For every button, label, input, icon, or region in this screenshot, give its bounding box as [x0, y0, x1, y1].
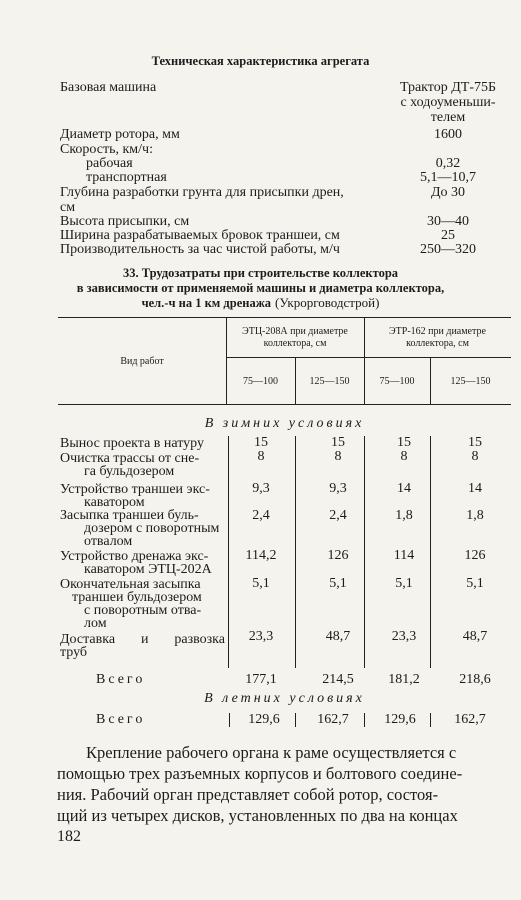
row-value: 5,1 — [252, 576, 270, 591]
spec-label-depth: Глубина разработки грунта для присыпки дрен, — [60, 185, 344, 200]
spec-label-height: Высота присыпки, см — [60, 214, 190, 229]
row-value: 15 — [397, 435, 411, 450]
row-value: 1,8 — [466, 508, 484, 523]
table-header-bottom-rule — [58, 404, 511, 405]
table-top-rule — [58, 317, 511, 318]
row-label: Доставка и развозка — [60, 632, 225, 647]
table-title-line3 — [0, 295, 521, 311]
body-paragraph-line4: щий из четырех дисков, установленных по два на концах — [57, 806, 458, 825]
summer-total-value: 129,6 — [248, 712, 280, 727]
row-label: каватором ЭТЦ-202А — [84, 562, 212, 577]
summer-conditions-label: В летних условиях — [204, 691, 365, 706]
row-label: каватором — [84, 495, 145, 510]
summer-divider-2 — [295, 713, 296, 727]
spec-base-value-2: с ходоуменьши- — [400, 95, 496, 110]
row-value: 8 — [471, 449, 479, 464]
row-value: 15 — [331, 435, 345, 450]
body-paragraph-line2: помощью трех разъемных корпусов и болтового соедине- — [57, 764, 463, 783]
page-number: 182 — [57, 828, 81, 845]
row-label: Окончательная засыпка — [60, 577, 201, 592]
spec-value-height: 30—40 — [427, 214, 469, 229]
spec-label-transport: транспортная — [86, 170, 167, 185]
row-label: траншеи бульдозером — [72, 590, 202, 605]
row-value: 5,1 — [466, 576, 484, 591]
row-label: Устройство траншеи экс- — [60, 482, 210, 497]
spec-value-transport: 5,1—10,7 — [420, 170, 476, 185]
winter-total-label: Всего — [96, 672, 146, 687]
row-label: лом — [84, 616, 107, 631]
row-value: 126 — [327, 548, 349, 563]
winter-total-value: 218,6 — [459, 672, 491, 687]
summer-divider-3 — [364, 713, 365, 727]
table-header-mid-rule — [226, 357, 511, 358]
body-paragraph-line3: ния. Рабочий орган представляет собой ротор, состоя- — [57, 785, 439, 804]
spec-value-working: 0,32 — [435, 156, 461, 171]
table-body-divider-2 — [295, 436, 296, 668]
spec-title: Техническая характеристика агрегата — [151, 54, 370, 68]
spec-value-width: 25 — [441, 228, 455, 243]
spec-label-width: Ширина разрабатываемых бровок траншеи, см — [60, 228, 340, 243]
row-value: 23,3 — [391, 629, 417, 644]
row-value: 114 — [393, 548, 415, 563]
winter-total-value: 181,2 — [388, 672, 420, 687]
header-sub-4: 125—150 — [450, 376, 491, 387]
header-sub-3: 75—100 — [379, 376, 415, 387]
body-paragraph-line1: Крепление рабочего органа к раме осуществляется с — [86, 743, 457, 762]
spec-label-speed: Скорость, км/ч: — [60, 142, 153, 157]
row-label: труб — [60, 645, 88, 660]
row-value: 126 — [464, 548, 486, 563]
summer-divider-1 — [229, 713, 230, 727]
row-value: 5,1 — [395, 576, 413, 591]
spec-label-depth-unit: см — [60, 200, 76, 215]
spec-label-diameter: Диаметр ротора, мм — [60, 127, 180, 142]
spec-value-diameter: 1600 — [434, 127, 462, 142]
spec-value-depth: До 30 — [430, 185, 466, 200]
table-body-divider-1 — [228, 436, 229, 668]
summer-divider-4 — [430, 713, 431, 727]
row-value: 9,3 — [252, 481, 270, 496]
spec-base-value-3: телем — [430, 110, 466, 125]
row-label: Устройство дренажа экс- — [60, 549, 209, 564]
row-label: га бульдозером — [84, 464, 175, 479]
row-value: 2,4 — [252, 508, 270, 523]
row-value: 9,3 — [329, 481, 347, 496]
row-label: дозером с поворотным — [84, 521, 220, 536]
row-value: 8 — [257, 449, 265, 464]
row-value: 8 — [400, 449, 408, 464]
row-value: 5,1 — [329, 576, 347, 591]
winter-total-value: 177,1 — [245, 672, 277, 687]
row-label: с поворотным отва- — [84, 603, 202, 618]
winter-conditions-label: В зимних условиях — [204, 416, 365, 431]
row-label: Засыпка траншеи буль- — [60, 508, 199, 523]
spec-base-label: Базовая машина — [60, 80, 157, 95]
row-value: 14 — [397, 481, 411, 496]
row-label: отвалом — [84, 534, 133, 549]
spec-value-productivity: 250—320 — [420, 242, 476, 257]
header-sub-1: 75—100 — [243, 376, 278, 387]
summer-total-value: 162,7 — [454, 712, 486, 727]
winter-total-value: 214,5 — [322, 672, 354, 687]
spec-base-value-1: Трактор ДТ-75Б — [399, 80, 497, 95]
spec-label-productivity: Производительность за час чистой работы, м/ч — [60, 242, 340, 257]
table-title-source: (Укрорговодстрой) — [275, 295, 380, 310]
row-value: 114,2 — [245, 548, 277, 563]
row-label: Вынос проекта в натуру — [60, 436, 204, 451]
header-work-type: Вид работ — [120, 356, 164, 367]
row-value: 2,4 — [329, 508, 347, 523]
row-value: 48,7 — [462, 629, 488, 644]
spec-label-working: рабочая — [86, 156, 133, 171]
header-group1-line1: ЭТЦ-208А при диаметре — [242, 326, 348, 337]
header-sub-2: 125—150 — [309, 376, 350, 387]
row-value: 15 — [254, 435, 268, 450]
table-title-line1: 33. Трудозатраты при строительстве коллектора — [122, 266, 399, 280]
row-value: 8 — [334, 449, 342, 464]
header-group1-line2: коллектора, см — [263, 338, 327, 349]
summer-total-label: Всего — [96, 712, 146, 727]
table-title-line2: в зависимости от применяемой машины и диаметра коллектора, — [76, 281, 445, 295]
header-group2-line1: ЭТР-162 при диаметре — [389, 326, 486, 337]
row-label: Очистка трассы от сне- — [60, 451, 200, 466]
summer-total-value: 162,7 — [317, 712, 349, 727]
header-group2-line2: коллектора, см — [406, 338, 469, 349]
row-value: 23,3 — [248, 629, 274, 644]
table-title-unit: чел.-ч на 1 км дренажа — [141, 296, 272, 310]
row-value: 15 — [468, 435, 482, 450]
row-value: 1,8 — [395, 508, 413, 523]
row-value: 14 — [468, 481, 482, 496]
summer-total-value: 129,6 — [384, 712, 416, 727]
row-value: 48,7 — [325, 629, 351, 644]
